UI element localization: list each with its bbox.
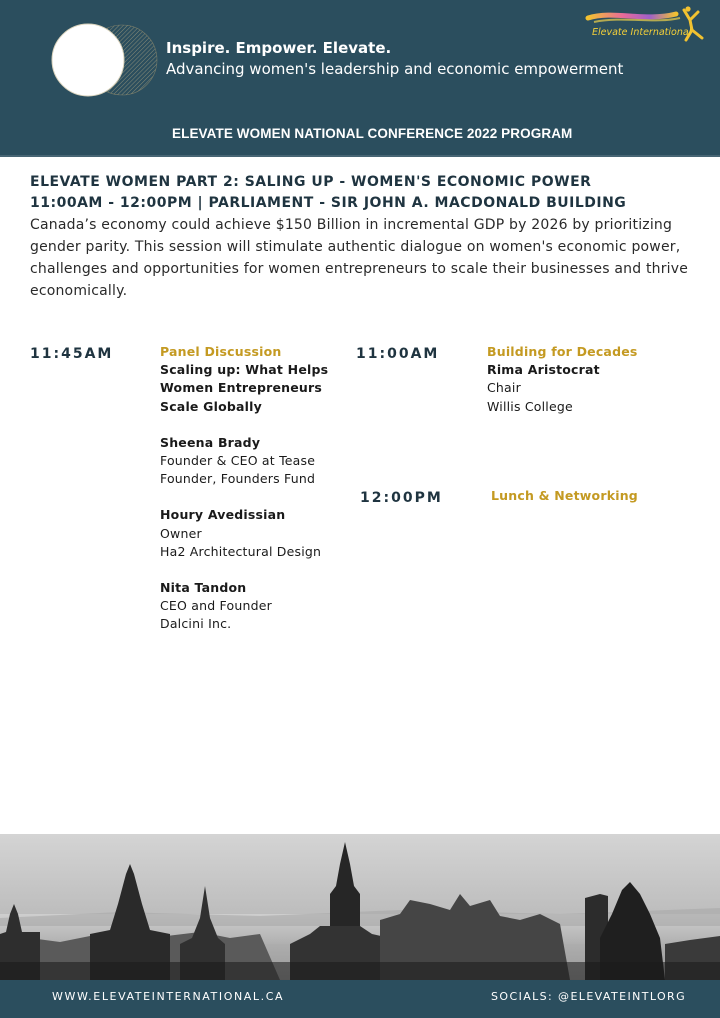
time-label-1100: 11:00AM	[356, 346, 440, 362]
panel-title-line-1: Scaling up: What Helps	[160, 362, 329, 378]
tagline-line-1: Inspire. Empower. Elevate.	[166, 39, 392, 57]
panel-title-line-2: Women Entrepreneurs	[160, 380, 323, 396]
speaker-name: Houry Avedissian	[160, 507, 286, 523]
socials-handle: SOCIALS: @ELEVATEINTLORG	[491, 990, 686, 1003]
speaker-affiliation: Dalcini Inc.	[160, 616, 232, 632]
ottawa-skyline-image	[0, 834, 720, 980]
speaker-affiliation: Ha2 Architectural Design	[160, 543, 322, 559]
header-divider	[0, 155, 720, 157]
building-for-decades-block	[487, 343, 687, 416]
session-title: ELEVATE WOMEN PART 2: SALING UP - WOMEN'S ECONOMIC POWER	[30, 174, 592, 190]
category-label: Panel Discussion	[160, 344, 282, 359]
website-link[interactable]: WWW.ELEVATEINTERNATIONAL.CA	[52, 990, 285, 1003]
circles-logo-icon	[50, 22, 160, 98]
session-time-location: 11:00AM - 12:00PM | PARLIAMENT - SIR JOHN A. MACDONALD BUILDING	[30, 195, 627, 211]
panel-discussion-block	[160, 343, 350, 634]
speaker-role: Founder & CEO at Tease	[160, 453, 316, 469]
category-label: Building for Decades	[487, 344, 638, 359]
tagline	[166, 38, 623, 80]
speaker-role: CEO and Founder	[160, 598, 272, 614]
time-label-1145: 11:45AM	[30, 346, 114, 362]
speaker-name: Nita Tandon	[160, 580, 247, 596]
program-title: ELEVATE WOMEN NATIONAL CONFERENCE 2022 PROGRAM	[172, 126, 573, 141]
brand-name: Elevate International	[592, 27, 692, 38]
speaker-role: Owner	[160, 525, 202, 541]
speaker-affiliation: Founder, Founders Fund	[160, 471, 316, 487]
lunch-block	[491, 487, 691, 505]
category-label: Lunch & Networking	[491, 488, 638, 503]
speaker-affiliation: Willis College	[487, 398, 573, 414]
panel-title-line-3: Scale Globally	[160, 398, 262, 414]
elevate-dancer-logo-icon	[584, 6, 712, 46]
speaker-name: Sheena Brady	[160, 434, 261, 450]
session-intro	[30, 172, 700, 302]
session-description: Canada’s economy could achieve $150 Billion in incremental GDP by 2026 by prioritizing gender parity. This session will stimulate authentic dialogue on women's economic power, challenges and opportunities for women entrepreneurs to scale their businesses and thrive economically.	[30, 217, 689, 299]
speaker-role: Chair	[487, 380, 521, 396]
time-label-1200: 12:00PM	[360, 490, 443, 506]
tagline-line-2: Advancing women's leadership and economic empowerment	[166, 60, 624, 78]
speaker-name: Rima Aristocrat	[487, 362, 600, 378]
